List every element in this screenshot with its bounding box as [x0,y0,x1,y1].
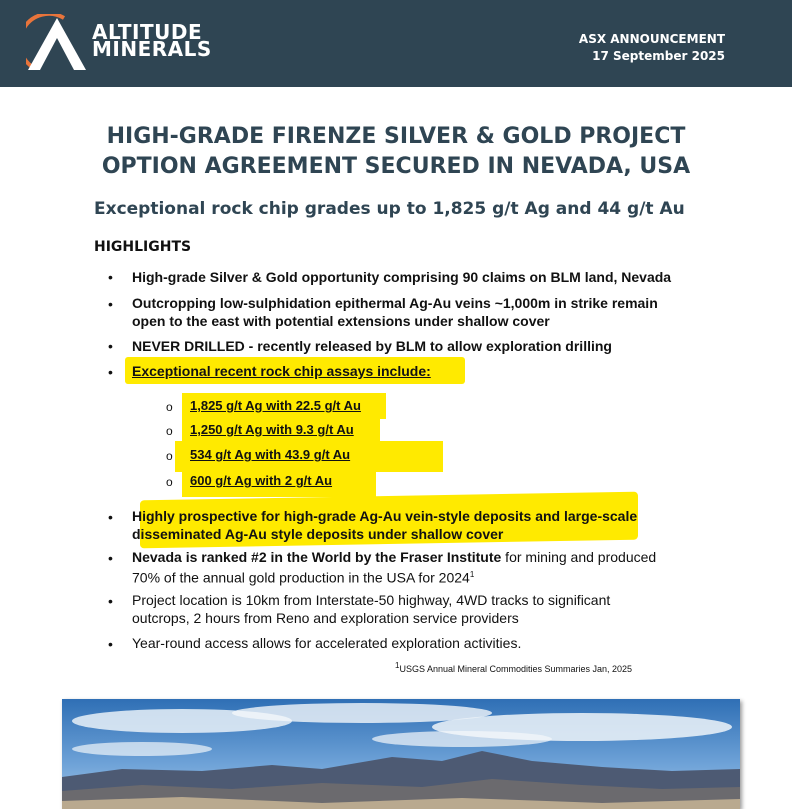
highlights-heading: HIGHLIGHTS [94,239,192,255]
assays-intro: Exceptional recent rock chip assays include: [132,363,431,379]
bullet-marker: • [108,296,113,312]
bullet-6-rest: for mining and produced [501,549,657,565]
title-line-1: HIGH-GRADE FIRENZE SILVER & GOLD PROJECT [106,124,686,149]
bullet-2-line-2: open to the east with potential extensions under shallow cover [132,313,550,329]
assay-item-4: 600 g/t Ag with 2 g/t Au [190,473,333,488]
bullet-marker: • [108,593,113,609]
footnote-ref: 1 [469,570,475,579]
highlight-bullet-1: High-grade Silver & Gold opportunity comprising 90 claims on BLM land, Nevada [132,269,672,285]
footnote [395,661,632,674]
bullet-6-line-1 [132,548,702,566]
highlight-bullet-3: NEVER DRILLED - recently released by BLM to allow exploration drilling [132,338,612,354]
bullet-marker: • [108,550,113,566]
bullet-6-line-2 [132,566,702,587]
bullet-6-bold: Nevada is ranked #2 in the World by the Fraser Institute [132,549,502,565]
footnote-marker: 1 [395,661,400,670]
bullet-marker: • [108,338,113,354]
announcement-info [579,31,725,65]
document-title [0,122,792,182]
sub-bullet-marker: o [166,475,173,489]
footnote-text: USGS Annual Mineral Commodities Summaries Jan, 2025 [399,664,633,674]
landscape-photo [62,699,740,809]
highlight-bullet-5 [132,507,702,543]
logo-line-1: ALTITUDE [92,20,203,44]
sub-bullet-marker: o [166,424,173,438]
bullet-7-line-1: Project location is 10km from Interstate-50 highway, 4WD tracks to significant [132,592,611,608]
title-line-2: OPTION AGREEMENT SECURED IN NEVADA, USA [101,154,691,179]
bullet-marker: • [108,269,113,285]
mountain-landscape-image [62,699,740,809]
highlight-bullet-4 [132,362,702,380]
assay-item-3: 534 g/t Ag with 43.9 g/t Au [190,447,351,462]
announcement-date: 17 September 2025 [592,49,725,63]
highlight-bullet-7 [132,591,702,627]
sub-bullet-marker: o [166,449,173,463]
announcement-type: ASX ANNOUNCEMENT [578,32,725,46]
mountain-logo-icon [26,14,88,72]
document-subtitle: Exceptional rock chip grades up to 1,825 g/t Ag and 44 g/t Au [94,199,685,219]
bullet-2-line-1: Outcropping low-sulphidation epithermal Ag-Au veins ~1,000m in strike remain [132,295,658,311]
bullet-5-line-1: Highly prospective for high-grade Ag-Au vein-style deposits and large-scale [132,508,638,524]
bullet-marker: • [108,636,113,652]
bullet-7-line-2: outcrops, 2 hours from Reno and exploration service providers [132,610,519,626]
logo-line-2: MINERALS [92,37,212,61]
highlight-bullet-8: Year-round access allows for accelerated exploration activities. [132,635,522,651]
header-bar [0,0,792,87]
bullet-5-line-2: disseminated Ag-Au style deposits under shallow cover [132,526,504,542]
assay-item-2: 1,250 g/t Ag with 9.3 g/t Au [190,422,354,437]
bullet-marker: • [108,364,113,380]
sub-bullet-marker: o [166,400,173,414]
assay-item-1: 1,825 g/t Ag with 22.5 g/t Au [190,398,361,413]
bullet-6-line-2-text: 70% of the annual gold production in the USA for 2024 [132,569,470,586]
bullet-marker: • [108,509,113,525]
highlight-bullet-2 [132,294,702,330]
logo-wordmark [92,20,212,61]
highlight-bullet-6 [132,548,702,587]
